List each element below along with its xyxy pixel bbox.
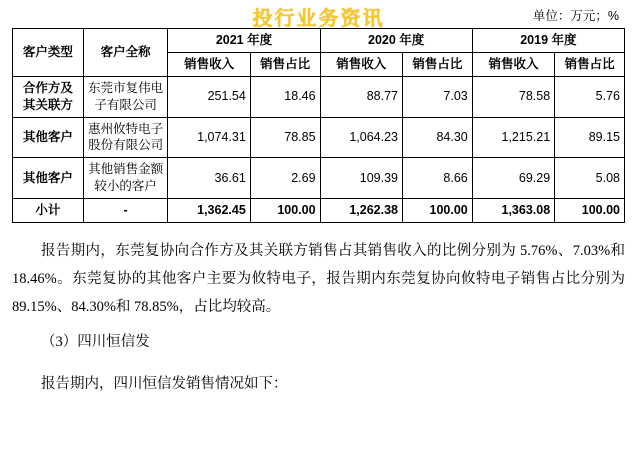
header-customer-name: 客户全称: [83, 29, 168, 77]
cell-total-share-2020: 100.00: [402, 199, 472, 223]
cell-customer-name: 其他销售金额较小的客户: [83, 158, 168, 199]
cell-revenue-2019: 1,215.21: [472, 117, 554, 158]
cell-total-share-2019: 100.00: [555, 199, 625, 223]
cell-revenue-2019: 78.58: [472, 76, 554, 117]
cell-share-2020: 8.66: [402, 158, 472, 199]
cell-revenue-2019: 69.29: [472, 158, 554, 199]
cell-total-revenue-2020: 1,262.38: [320, 199, 402, 223]
sales-breakdown-table: [12, 28, 625, 223]
cell-revenue-2020: 88.77: [320, 76, 402, 117]
cell-total-name: -: [83, 199, 168, 223]
cell-customer-type: 合作方及其关联方: [13, 76, 84, 117]
watermark-text: 投行业务资讯: [252, 8, 385, 30]
cell-share-2021: 2.69: [250, 158, 320, 199]
header-revenue-2021: 销售收入: [168, 52, 250, 76]
header-customer-type: 客户类型: [13, 29, 84, 77]
header-share-2020: 销售占比: [402, 52, 472, 76]
table-total-row: [13, 199, 625, 223]
analysis-paragraph: 报告期内，东莞复协向合作方及其关联方销售占其销售收入的比例分别为 5.76%、7.03%和 18.46%。东莞复协的其他客户主要为攸特电子，报告期内东莞复协向攸特电子销售占比分别为 89.15%、84.30%和 78.85%，占比均较高。: [12, 242, 625, 316]
header-revenue-2019: 销售收入: [472, 52, 554, 76]
cell-share-2019: 89.15: [555, 117, 625, 158]
cell-share-2021: 18.46: [250, 76, 320, 117]
cell-customer-type: 其他客户: [13, 158, 84, 199]
unit-note: 单位：万元；%: [532, 9, 619, 23]
cell-total-share-2021: 100.00: [250, 199, 320, 223]
cell-revenue-2021: 251.54: [168, 76, 250, 117]
cell-customer-type: 其他客户: [13, 117, 84, 158]
cell-revenue-2020: 1,064.23: [320, 117, 402, 158]
header-year-2021: 2021 年度: [168, 29, 320, 53]
header-share-2021: 销售占比: [250, 52, 320, 76]
cell-revenue-2020: 109.39: [320, 158, 402, 199]
cell-total-revenue-2021: 1,362.45: [168, 199, 250, 223]
cell-customer-name: 东莞市复伟电子有限公司: [83, 76, 168, 117]
section-title: （3）四川恒信发: [41, 333, 150, 350]
cell-total-revenue-2019: 1,363.08: [472, 199, 554, 223]
cell-share-2019: 5.76: [555, 76, 625, 117]
cell-revenue-2021: 1,074.31: [168, 117, 250, 158]
table-row: [13, 158, 625, 199]
cell-share-2020: 84.30: [402, 117, 472, 158]
cell-share-2019: 5.08: [555, 158, 625, 199]
cell-share-2020: 7.03: [402, 76, 472, 117]
cell-revenue-2021: 36.61: [168, 158, 250, 199]
header-year-2020: 2020 年度: [320, 29, 472, 53]
header-year-2019: 2019 年度: [472, 29, 624, 53]
cell-customer-name: 惠州攸特电子股份有限公司: [83, 117, 168, 158]
table-row: [13, 117, 625, 158]
analysis-paragraph-block: [12, 237, 625, 322]
closing-paragraph: 报告期内，四川恒信发销售情况如下：: [41, 375, 288, 392]
table-header-row-1: [13, 29, 625, 53]
cell-total-label: 小计: [13, 199, 84, 223]
header-revenue-2020: 销售收入: [320, 52, 402, 76]
closing-paragraph-block: [12, 370, 625, 398]
table-row: [13, 76, 625, 117]
header-share-2019: 销售占比: [555, 52, 625, 76]
cell-share-2021: 78.85: [250, 117, 320, 158]
